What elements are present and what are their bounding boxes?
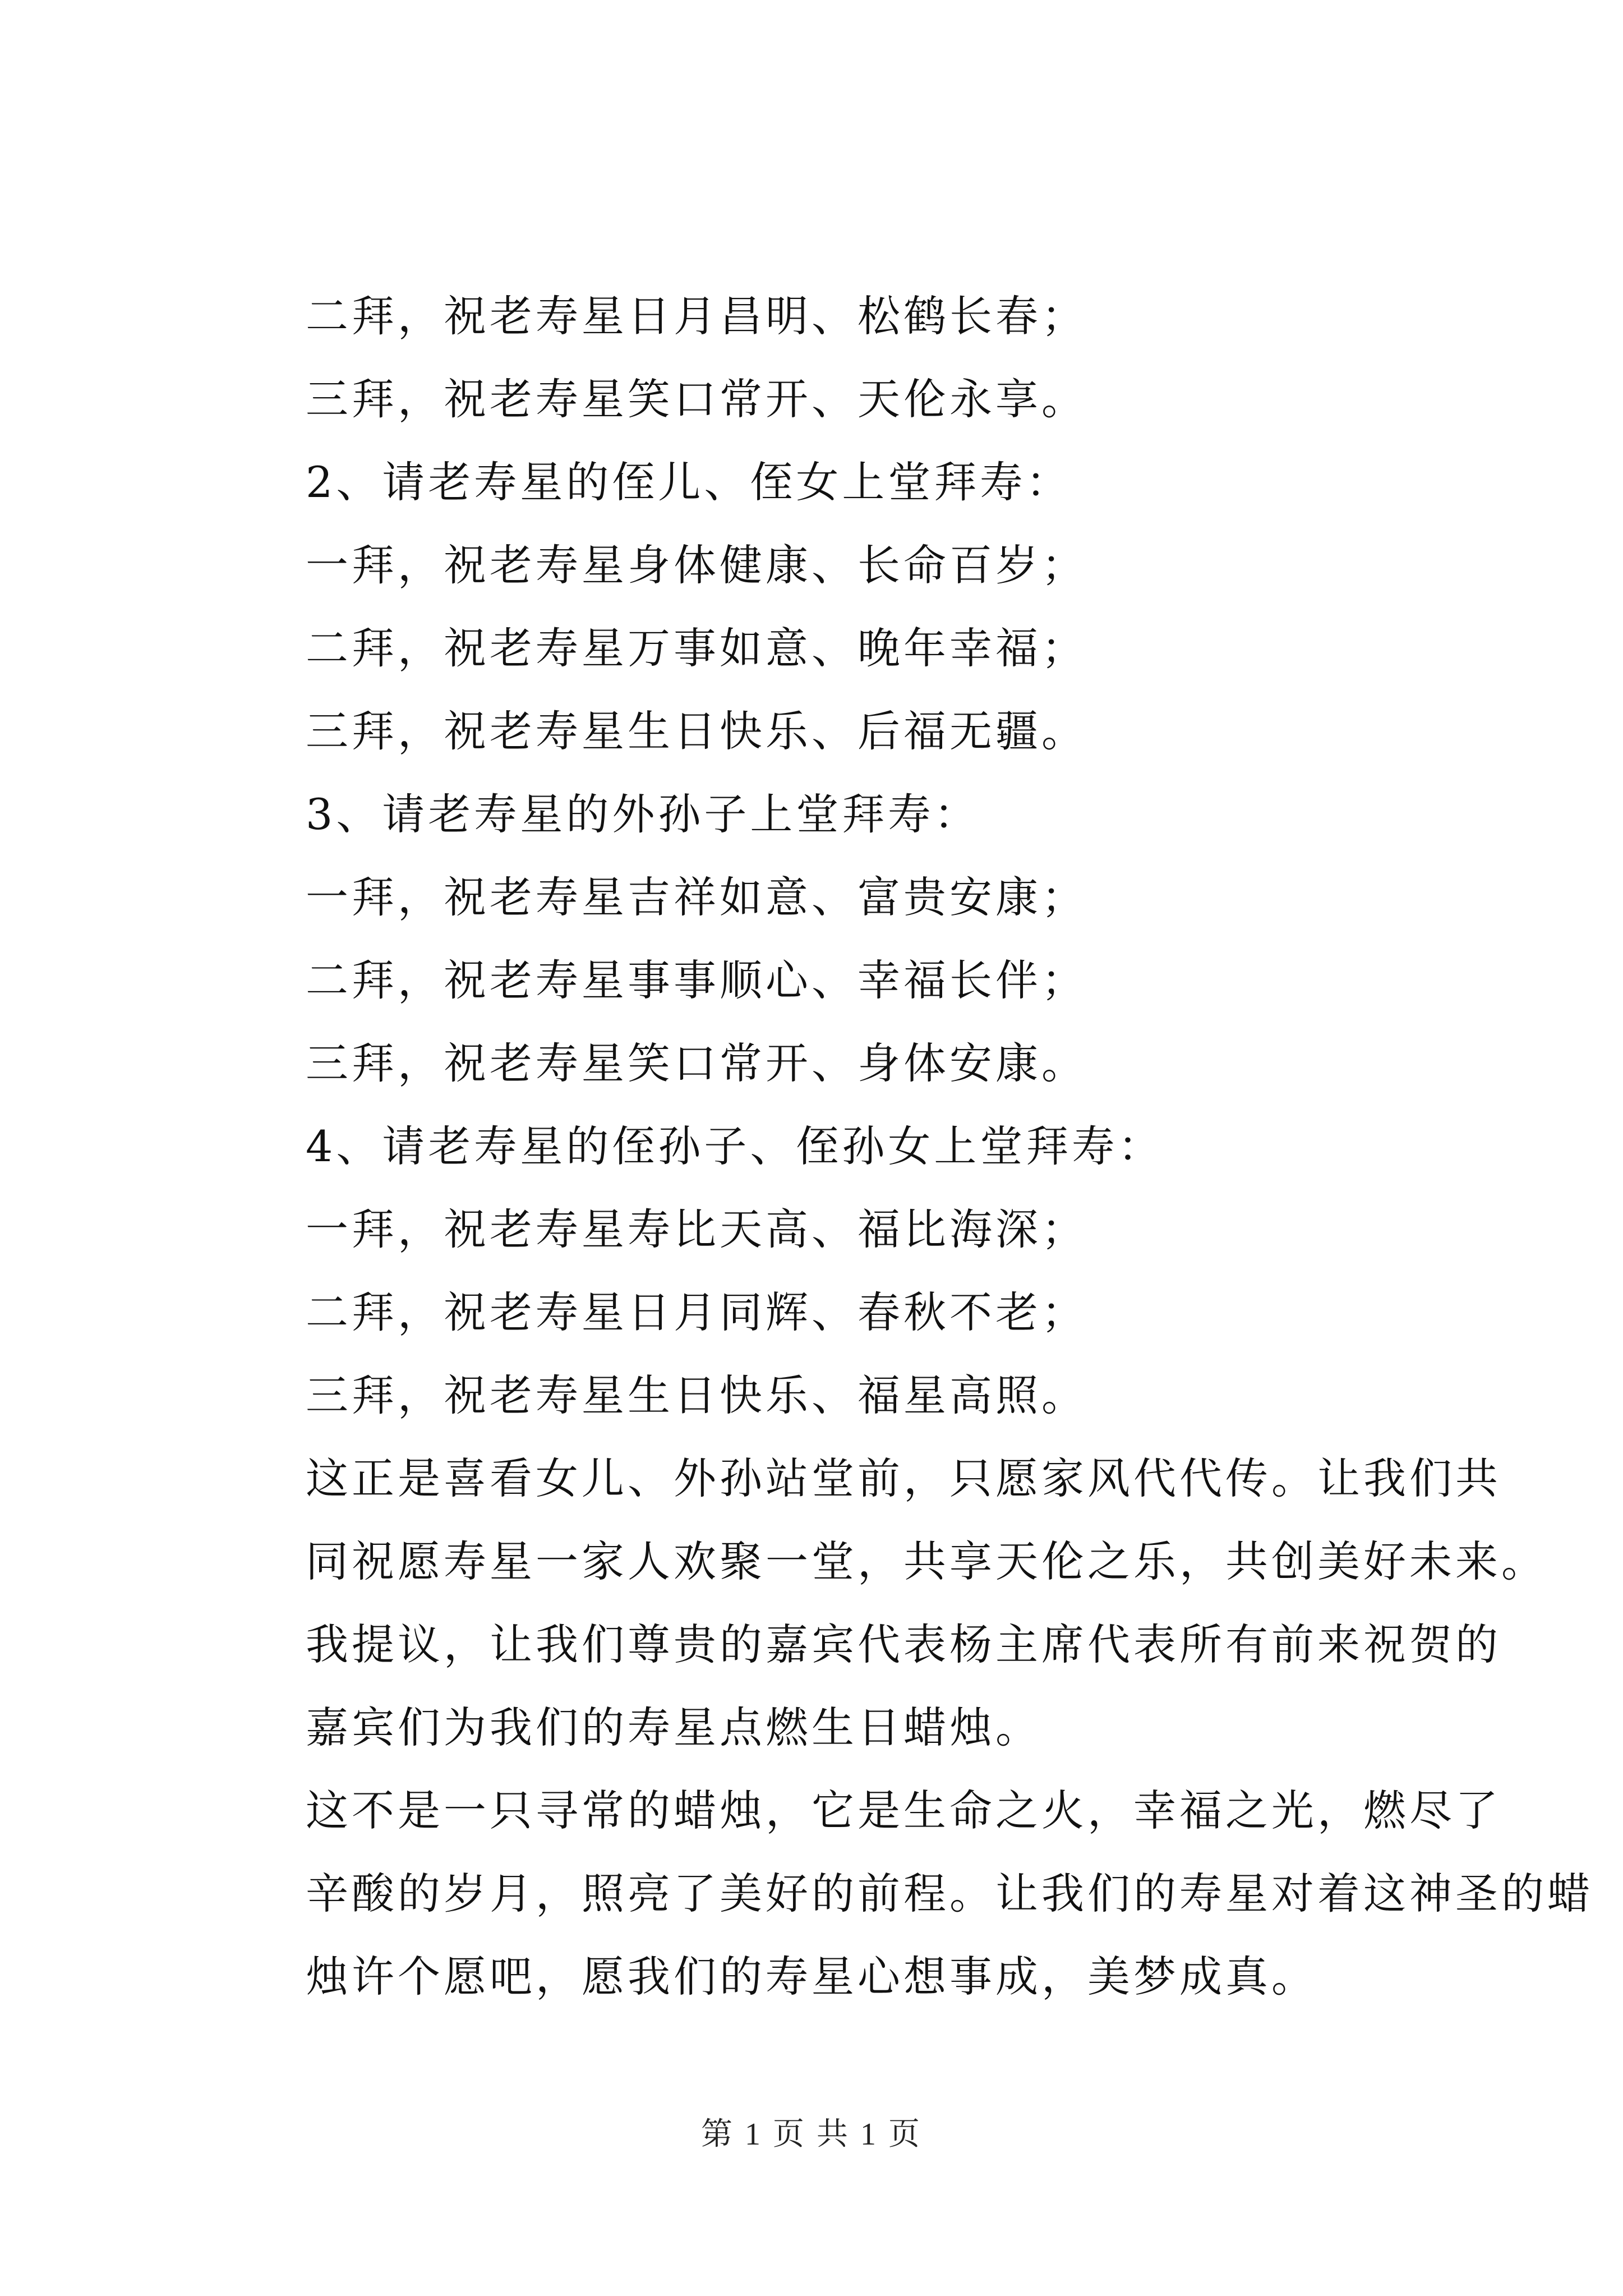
text-line: 一拜，祝老寿星吉祥如意、富贵安康； [306, 872, 1087, 922]
paragraph-row: 这正是喜看女儿、外孙站堂前，只愿家风代代传。让我们共 [306, 1453, 1501, 1503]
page-footer: 第 1 页 共 1 页 [701, 2117, 922, 2152]
paragraph [306, 1603, 1501, 1769]
text-line: 二拜，祝老寿星日月昌明、松鹤长春； [306, 291, 1087, 341]
text-line: 三拜，祝老寿星生日快乐、福星高照。 [306, 1370, 1087, 1420]
document-body [306, 275, 1593, 2018]
text-line: 4、请老寿星的侄孙子、侄孙女上堂拜寿： [306, 1121, 1164, 1171]
text-line: 2、请老寿星的侄儿、侄女上堂拜寿： [306, 457, 1072, 507]
text-line: 三拜，祝老寿星笑口常开、身体安康。 [306, 1038, 1087, 1088]
paragraph-row: 同祝愿寿星一家人欢聚一堂，共享天伦之乐，共创美好未来。 [306, 1536, 1547, 1586]
paragraph [306, 1437, 1547, 1603]
paragraph-row: 辛酸的岁月，照亮了美好的前程。让我们的寿星对着这神圣的蜡 [306, 1869, 1593, 1918]
text-line: 一拜，祝老寿星身体健康、长命百岁； [306, 540, 1087, 590]
text-line: 一拜，祝老寿星寿比天高、福比海深； [306, 1204, 1087, 1254]
text-line: 3、请老寿星的外孙子上堂拜寿： [306, 789, 980, 839]
paragraph-row: 我提议，让我们尊贵的嘉宾代表杨主席代表所有前来祝贺的 [306, 1619, 1501, 1669]
text-line: 三拜，祝老寿星笑口常开、天伦永享。 [306, 374, 1087, 424]
paragraph-row: 这不是一只寻常的蜡烛，它是生命之火，幸福之光，燃尽了 [306, 1786, 1501, 1835]
text-line: 三拜，祝老寿星生日快乐、后福无疆。 [306, 706, 1087, 756]
paragraph-row: 烛许个愿吧，愿我们的寿星心想事成，美梦成真。 [306, 1952, 1317, 2001]
paragraph-row: 嘉宾们为我们的寿星点燃生日蜡烛。 [306, 1703, 1041, 1752]
text-line: 二拜，祝老寿星万事如意、晚年幸福； [306, 623, 1087, 673]
paragraph [306, 1769, 1593, 2018]
text-line: 二拜，祝老寿星事事顺心、幸福长伴； [306, 955, 1087, 1005]
text-line: 二拜，祝老寿星日月同辉、春秋不老； [306, 1287, 1087, 1337]
